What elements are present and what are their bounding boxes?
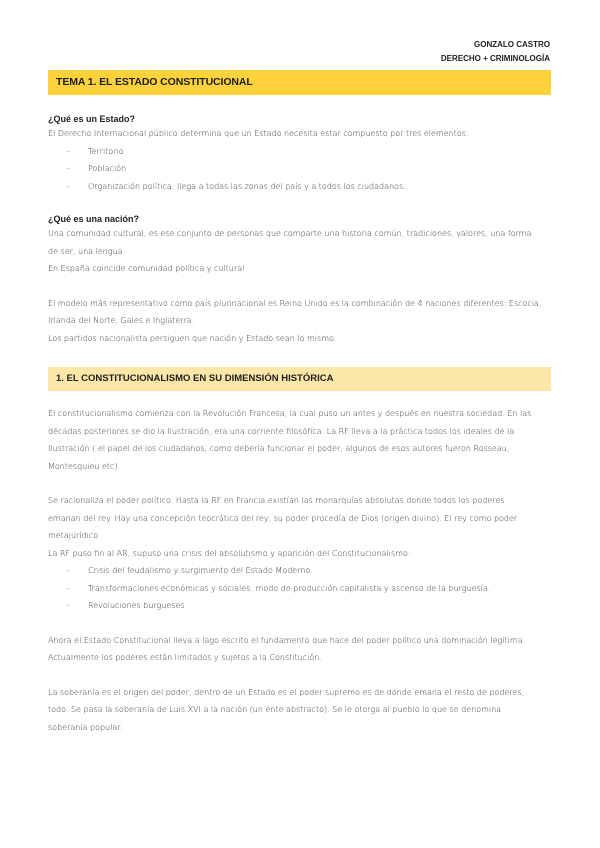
paragraph-line: Ahora el Estado Constitucional lleva a lago escrito el fundamento que hace del poder político una dominación legítima. — [48, 635, 526, 645]
paragraph-line: Se racionaliza el poder político. Hasta la RF en Francia existían las monarquías absolutas donde todos los poderes — [48, 496, 505, 505]
paragraph-line: Actualmente los poderes están limitados y sujetos a la Constitución. — [48, 653, 322, 662]
paragraph-line: todo. Se pasa la soberanía de Luis XVI a la nación (un ente abstracto). Se le otorga al pueblo lo que se denomina — [48, 705, 502, 714]
author-name: GONZALO CASTRO — [474, 40, 550, 49]
paragraph-line: emanan del rey. Hay una concepción teocrática del rey, su poder procedía de Dios (origen divino). El rey como poder — [48, 513, 518, 523]
nacion-question: ¿Qué es una nación? — [48, 214, 140, 224]
estado-block — [48, 112, 553, 195]
section1-body — [48, 405, 553, 736]
paragraph-line: La soberanía es el origen del poder, dentro de un Estado es el poder supremo es de donde emana el resto de poderes, — [48, 687, 525, 697]
paragraph-line: décadas posteriores se dio la Ilustración, era una corriente filosófica. La RF lleva a la práctica todos los ideales de la — [48, 426, 515, 436]
paragraph-line: Irlanda del Norte, Gales e Inglaterra. — [48, 316, 195, 325]
list-item: - Revoluciones burgueses — [48, 597, 553, 615]
paragraph-line: El modelo más representativo como país plurinacional es Reino Unido es la combinación de 4 naciones diferentes: Escocia, — [48, 298, 542, 308]
course-name: DERECHO + CRIMINOLOGÍA — [440, 54, 550, 63]
paragraph-line: Una comunidad cultural, es ese conjunto de personas que comparte una historia común, tradiciones, valores, una forma — [48, 229, 532, 238]
paragraph-line: La RF puso fin al AR, supuso una crisis del absolutismo y aparición del Constitucionalismo: — [48, 548, 411, 558]
list-item: - Población — [48, 160, 553, 178]
estado-list — [48, 143, 553, 196]
title-bar — [48, 70, 551, 95]
section-heading: 1. EL CONSTITUCIONALISMO EN SU DIMENSIÓN HISTÓRICA — [56, 373, 334, 384]
section-heading-bar — [48, 367, 551, 391]
paragraph-line: Ilustración ( el papel de los ciudadanos, como debería funcionar el poder, algunos de esos autores fueron Rosseau, — [48, 444, 510, 453]
paragraph-line: soberanía popular. — [48, 722, 123, 732]
list-item: - Crisis del feudalismo y surgimiento del Estado Moderno. — [48, 562, 553, 580]
document-header — [441, 38, 550, 66]
list-item: - Territorio — [48, 143, 553, 161]
constitucionalismo-list — [48, 562, 553, 615]
paragraph-line: Los partidos nacionalista persiguen que nación y Estado sean lo mismo. — [48, 333, 337, 343]
paragraph-line: de ser, una lengua. — [48, 246, 126, 256]
estado-question: ¿Qué es un Estado? — [48, 114, 136, 124]
paragraph-line: En España coincide comunidad política y cultural — [48, 264, 245, 273]
paragraph-line: metajurídico — [48, 531, 99, 540]
nacion-block — [48, 212, 553, 347]
list-item: - Organización política: llega a todas las zonas del país y a todos los ciudadanos. — [48, 178, 553, 196]
page-title: TEMA 1. EL ESTADO CONSTITUCIONAL — [56, 76, 253, 88]
estado-intro: El Derecho Internacional público determina que un Estado necesita estar compuesto por tres elementos: — [48, 129, 469, 138]
paragraph-line: Montesquieu etc). — [48, 461, 121, 471]
list-item: - Transformaciones económicas y sociales: modo de producción capitalista y ascenso de la burguesía. — [48, 580, 553, 598]
paragraph-line: El constitucionalismo comienza con la Revolución Francesa, la cual puso un antes y después en nuestra sociedad. En las — [48, 409, 532, 418]
